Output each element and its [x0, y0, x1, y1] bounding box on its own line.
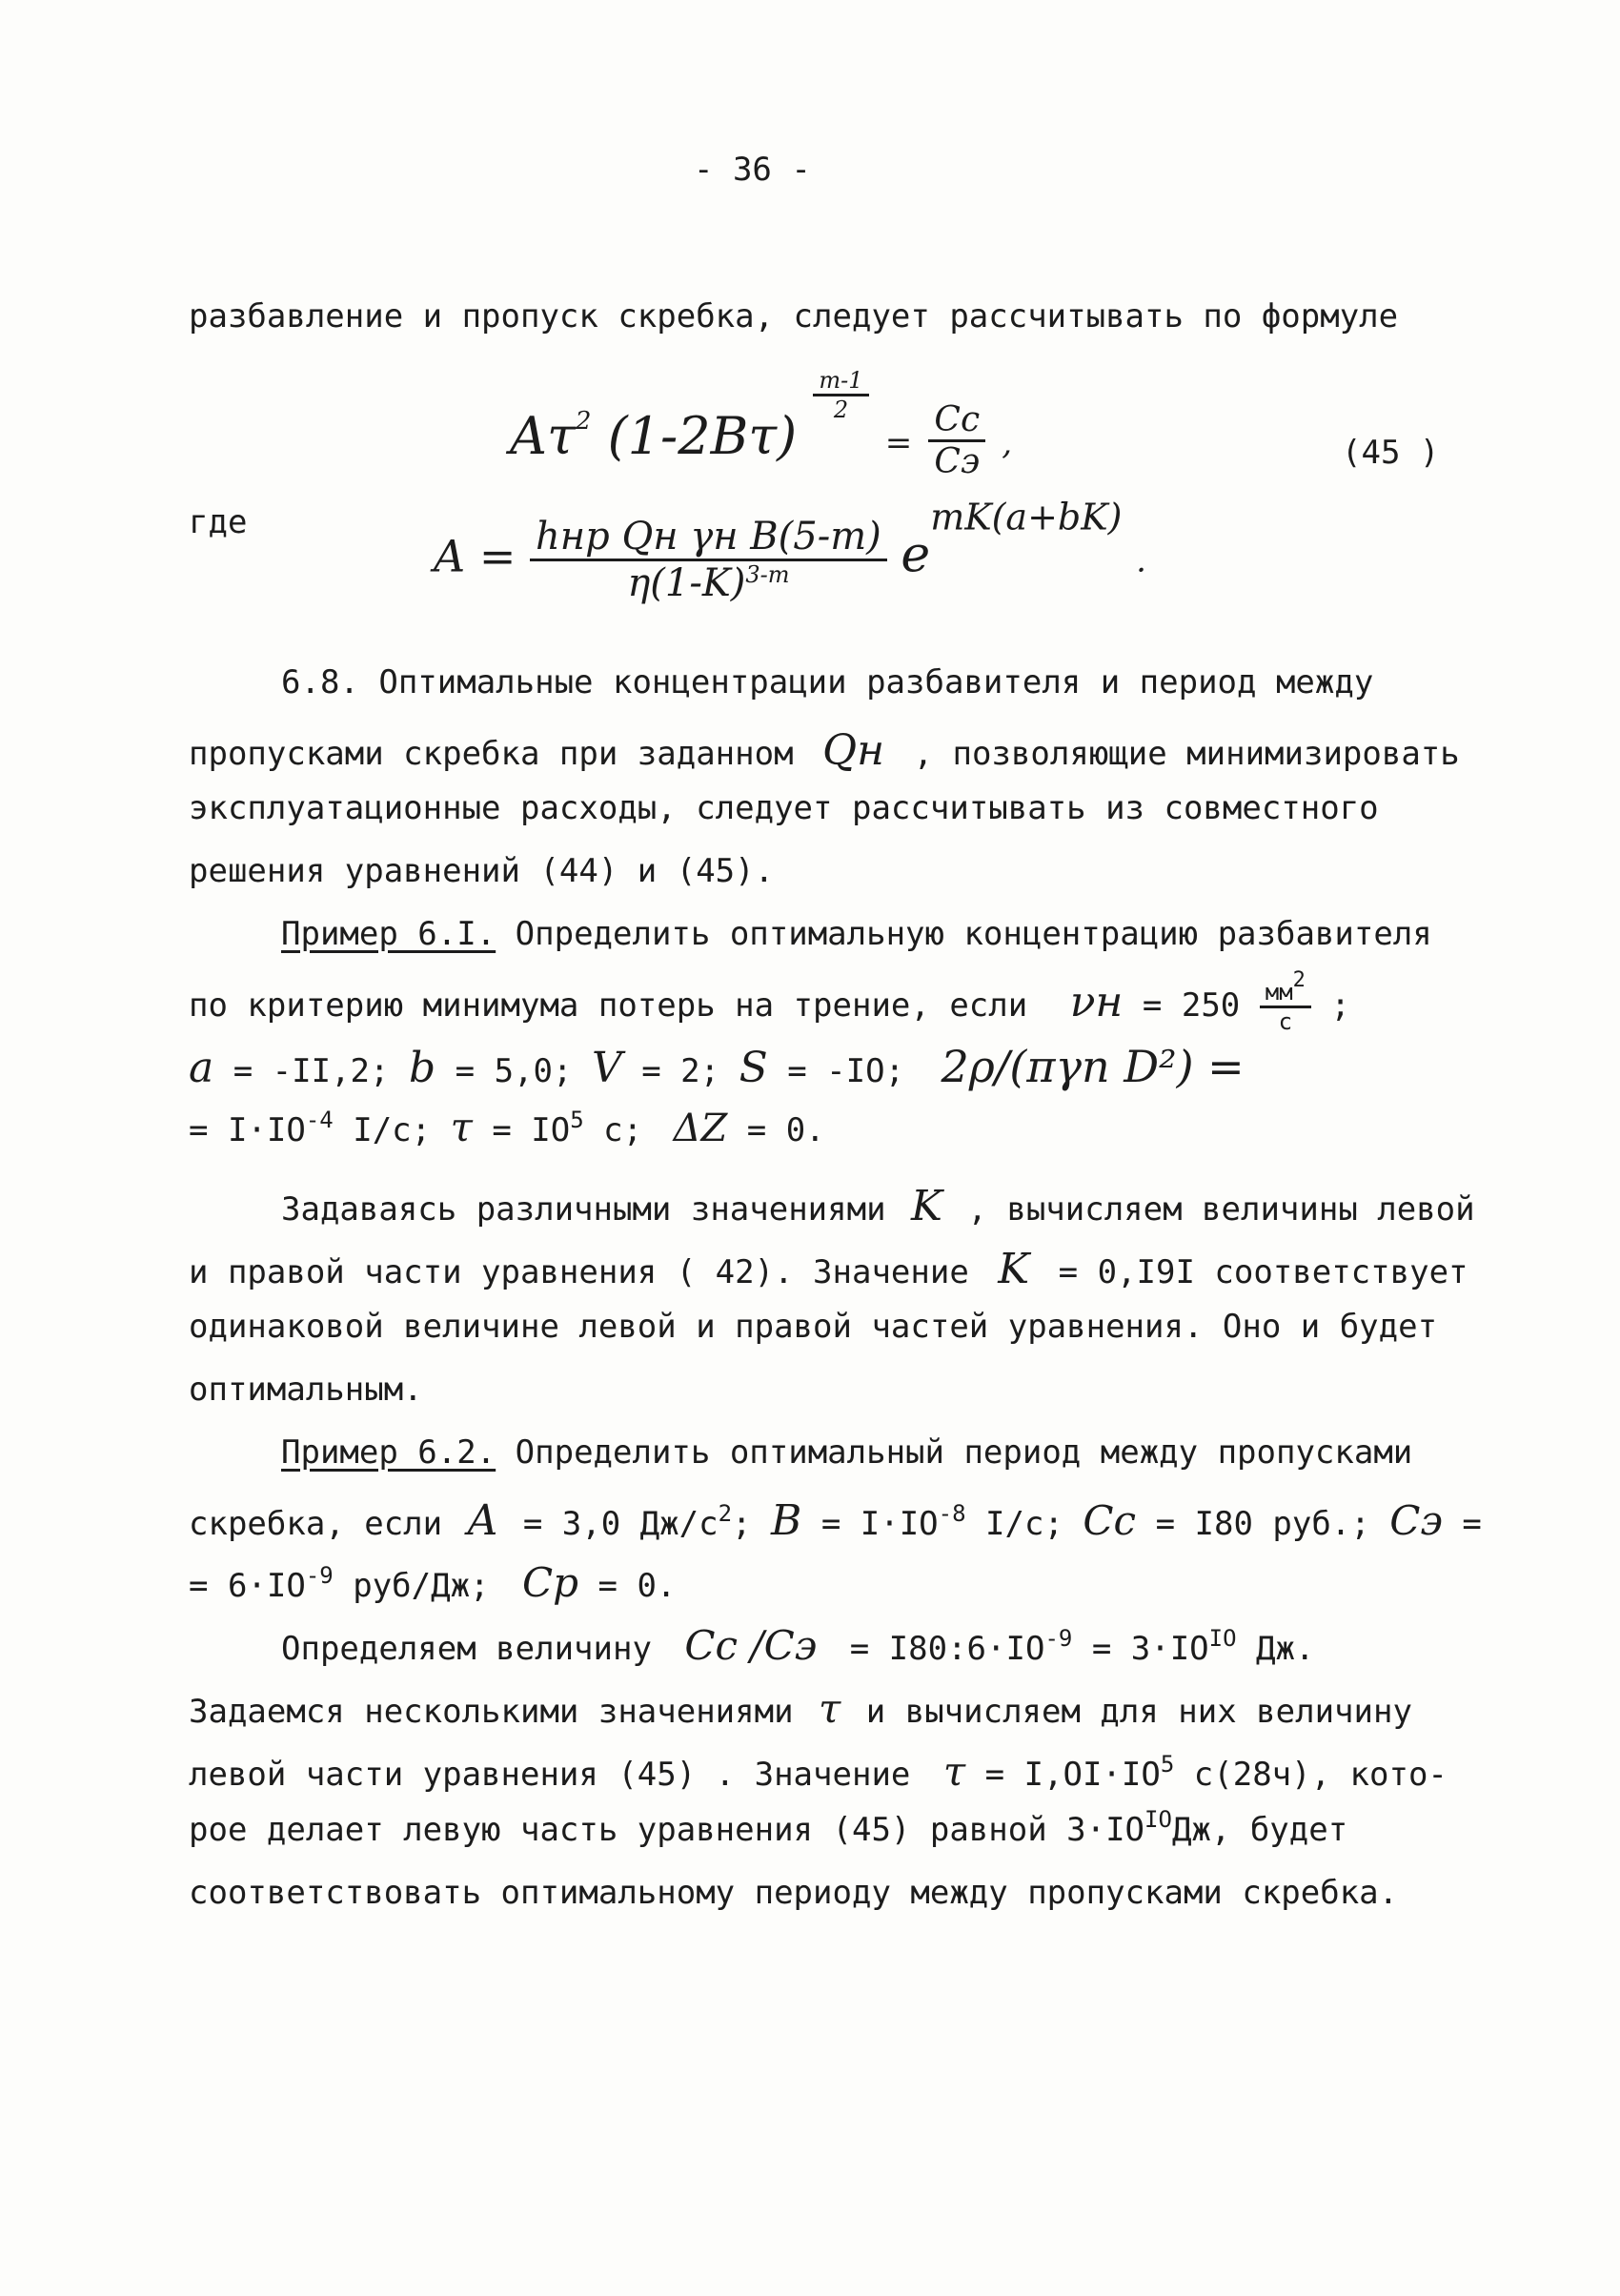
para-k-line2	[189, 1245, 1468, 1293]
param-b: b	[408, 1044, 436, 1092]
example-6-2-B-unit: I/с;	[985, 1505, 1063, 1543]
para-tau-line2-a: Задаемся несколькими значениями	[189, 1693, 794, 1731]
line4-dz: ΔZ	[673, 1107, 728, 1150]
para-k-line3: одинаковой величине левой и правой частей уравнения. Оно и будет	[189, 1308, 1438, 1346]
example-6-2-Cp: Cр	[522, 1559, 579, 1606]
para-tau-line1	[281, 1622, 1314, 1669]
para-tau-line1-b: = I80:6·IO	[849, 1630, 1045, 1668]
example-6-2-B-exp: -8	[938, 1500, 966, 1527]
example-6-2-eq: =	[1462, 1505, 1482, 1543]
line4-tau: τ	[450, 1104, 473, 1150]
para-k-line4: оптимальным.	[189, 1371, 423, 1409]
example-6-1-text: Определить оптимальную концентрацию разбавителя	[515, 915, 1432, 953]
example-6-1-nu-val: = 250	[1142, 986, 1241, 1025]
param-expr: 2ρ/(πγп D²) =	[941, 1041, 1245, 1092]
para-tau-line3	[189, 1748, 1448, 1795]
formula-45-tail: ,	[1002, 424, 1013, 462]
para-k-line1	[281, 1182, 1475, 1230]
para-6-8-line3: эксплуатационные расходы, следует рассчитывать из совместного	[189, 789, 1379, 827]
line4-b: I/с;	[353, 1111, 432, 1149]
example-6-2-line2	[189, 1496, 1482, 1545]
formula-a-den-base: η(1-K)	[627, 561, 746, 605]
formula-a-fraction	[530, 515, 887, 605]
example-6-2-line3-b: руб/Дж;	[353, 1567, 490, 1605]
example-6-2-B-val: = I·IO	[820, 1505, 939, 1543]
param-a: a	[189, 1044, 214, 1092]
para-6-8-symbol-q: Qн	[822, 726, 885, 775]
example-6-1-line2-end: ;	[1330, 986, 1350, 1025]
line4-c: = IO	[492, 1111, 571, 1149]
param-b-val: = 5,0;	[455, 1052, 573, 1090]
formula-a-denominator	[530, 561, 887, 605]
example-6-1-unit-exp: 2	[1292, 968, 1306, 992]
example-6-1-line1	[281, 915, 1432, 953]
formula-45-bracket: (1-2Bτ)	[607, 406, 798, 466]
example-6-2-line1	[281, 1433, 1412, 1472]
example-6-1-unit	[1260, 968, 1311, 1035]
para-tau-line2-tau: τ	[819, 1685, 841, 1732]
para-tau-line1-d: Дж.	[1256, 1630, 1315, 1668]
para-6-8-line1: 6.8. Оптимальные концентрации разбавителя и период между	[281, 663, 1374, 701]
para-6-8-line4: решения уравнений (44) и (45).	[189, 852, 775, 890]
formula-45-left-exp: 2	[575, 407, 592, 436]
formula-a	[434, 496, 1146, 605]
example-6-2-line3-a: = 6·IO	[189, 1567, 306, 1605]
para-tau-line1-exp2: IO	[1208, 1625, 1237, 1652]
example-6-1-title: Пример 6.I.	[281, 915, 496, 953]
para-k-line2-a: и правой части уравнения ( 42). Значение	[189, 1253, 969, 1291]
example-6-1-unit-mm: мм	[1265, 979, 1293, 1006]
example-6-2-Cc-val: = I80 руб.;	[1155, 1505, 1370, 1543]
intro-line: разбавление и пропуск скребка, следует рассчитывать по формуле	[189, 297, 1399, 335]
example-6-2-B: B	[770, 1496, 802, 1545]
example-6-2-Ce: Cэ	[1389, 1497, 1443, 1544]
example-6-1-line2	[189, 968, 1350, 1035]
formula-45-rhs	[928, 400, 985, 481]
para-k-line1-a: Задаваясь различными значениями	[281, 1190, 886, 1229]
line4-d: с;	[603, 1111, 643, 1149]
example-6-2-A: A	[467, 1496, 498, 1545]
param-v-val: = 2;	[641, 1052, 720, 1090]
example-6-2-line3-c: = 0.	[597, 1567, 677, 1605]
example-6-1-line3	[189, 1041, 1245, 1092]
para-k-line1-b: , вычисляем величины левой	[967, 1190, 1475, 1229]
formula-a-lhs: A =	[434, 530, 516, 582]
para-tau-line1-a: Определяем величину	[281, 1630, 652, 1668]
param-s-val: = -IO;	[787, 1052, 905, 1090]
para-tau-line3-exp: 5	[1160, 1751, 1175, 1778]
formula-45-eq: =	[884, 424, 913, 462]
formula-45-exponent	[813, 367, 868, 423]
line4-exp2: 5	[570, 1107, 584, 1133]
line4-exp: -4	[305, 1107, 334, 1133]
para-tau-line4-exp: IO	[1144, 1806, 1172, 1833]
para-tau-line4	[189, 1806, 1348, 1849]
para-tau-line1-exp: -9	[1044, 1625, 1073, 1652]
para-tau-line3-a: левой части уравнения (45) . Значение	[189, 1756, 911, 1794]
formula-45-label: (45 )	[1342, 434, 1440, 472]
para-k-line2-k: K	[998, 1245, 1030, 1293]
line4-a: = I·IO	[189, 1111, 306, 1149]
formula-45-rhs-den: Cэ	[934, 441, 981, 481]
formula-45-rhs-num: Cс	[928, 400, 985, 442]
para-tau-line3-c: с(28ч), кото-	[1193, 1756, 1448, 1794]
para-tau-line2-b: и вычисляем для них величину	[865, 1693, 1412, 1731]
example-6-2-line3-exp: -9	[305, 1562, 334, 1589]
example-6-2-line3	[189, 1559, 676, 1606]
formula-a-tail: .	[1136, 541, 1146, 580]
formula-a-exp-base: e	[901, 526, 931, 584]
example-6-1-line2-a: по критерию минимума потерь на трение, если	[189, 986, 1028, 1025]
formula-45-exp-num: m-1	[813, 367, 868, 396]
formula-45-left: Aτ	[510, 406, 576, 466]
para-6-8-line2-a: пропусками скребка при заданном	[189, 735, 794, 773]
example-6-2-title: Пример 6.2.	[281, 1433, 496, 1472]
para-tau-line2	[189, 1685, 1412, 1732]
para-k-line1-k: K	[911, 1182, 942, 1230]
example-6-2-text: Определить оптимальный период между пропусками	[515, 1433, 1413, 1472]
example-6-2-line2-a: скребка, если	[189, 1505, 443, 1543]
para-6-8-line2-b: , позволяющие минимизировать	[913, 735, 1460, 773]
para-tau-line5: соответствовать оптимальному периоду между пропусками скребка.	[189, 1874, 1399, 1912]
para-tau-line1-c: = 3·IO	[1091, 1630, 1209, 1668]
example-6-2-A-exp: 2	[718, 1500, 733, 1527]
example-6-2-Cc: Cс	[1083, 1497, 1137, 1544]
formula-45-exp-den: 2	[833, 396, 849, 423]
para-tau-ratio: Cс /Cэ	[684, 1622, 818, 1669]
para-k-line2-b: = 0,I9I соответствует	[1058, 1253, 1468, 1291]
para-6-8-line2	[189, 726, 1460, 775]
example-6-1-line4	[189, 1104, 825, 1150]
formula-a-den-exp: 3-m	[745, 561, 790, 588]
example-6-1-unit-num	[1260, 968, 1311, 1008]
param-s: S	[739, 1044, 768, 1092]
para-tau-line4-b: Дж, будет	[1171, 1811, 1348, 1849]
example-6-2-sep: ;	[732, 1505, 752, 1543]
page-number: - 36 -	[694, 151, 811, 189]
example-6-1-unit-den: с	[1278, 1008, 1293, 1035]
formula-a-numerator: hнр Qн γн B(5-m)	[530, 515, 887, 561]
para-tau-line3-tau: τ	[942, 1748, 966, 1795]
param-v: V	[591, 1044, 622, 1092]
formula-a-exp-power: mK(a+bK)	[930, 496, 1123, 538]
para-tau-line4-a: рое делает левую часть уравнения (45) равной 3·IO	[189, 1811, 1145, 1849]
param-a-val: = -II,2;	[233, 1052, 390, 1090]
where-label: где	[189, 503, 248, 541]
example-6-2-A-val: = 3,0 Дж/с	[522, 1505, 719, 1543]
line4-e: = 0.	[746, 1111, 825, 1149]
para-tau-line3-b: = I,OI·IO	[984, 1756, 1161, 1794]
formula-45	[510, 367, 1012, 481]
example-6-1-nu: νн	[1069, 978, 1124, 1026]
